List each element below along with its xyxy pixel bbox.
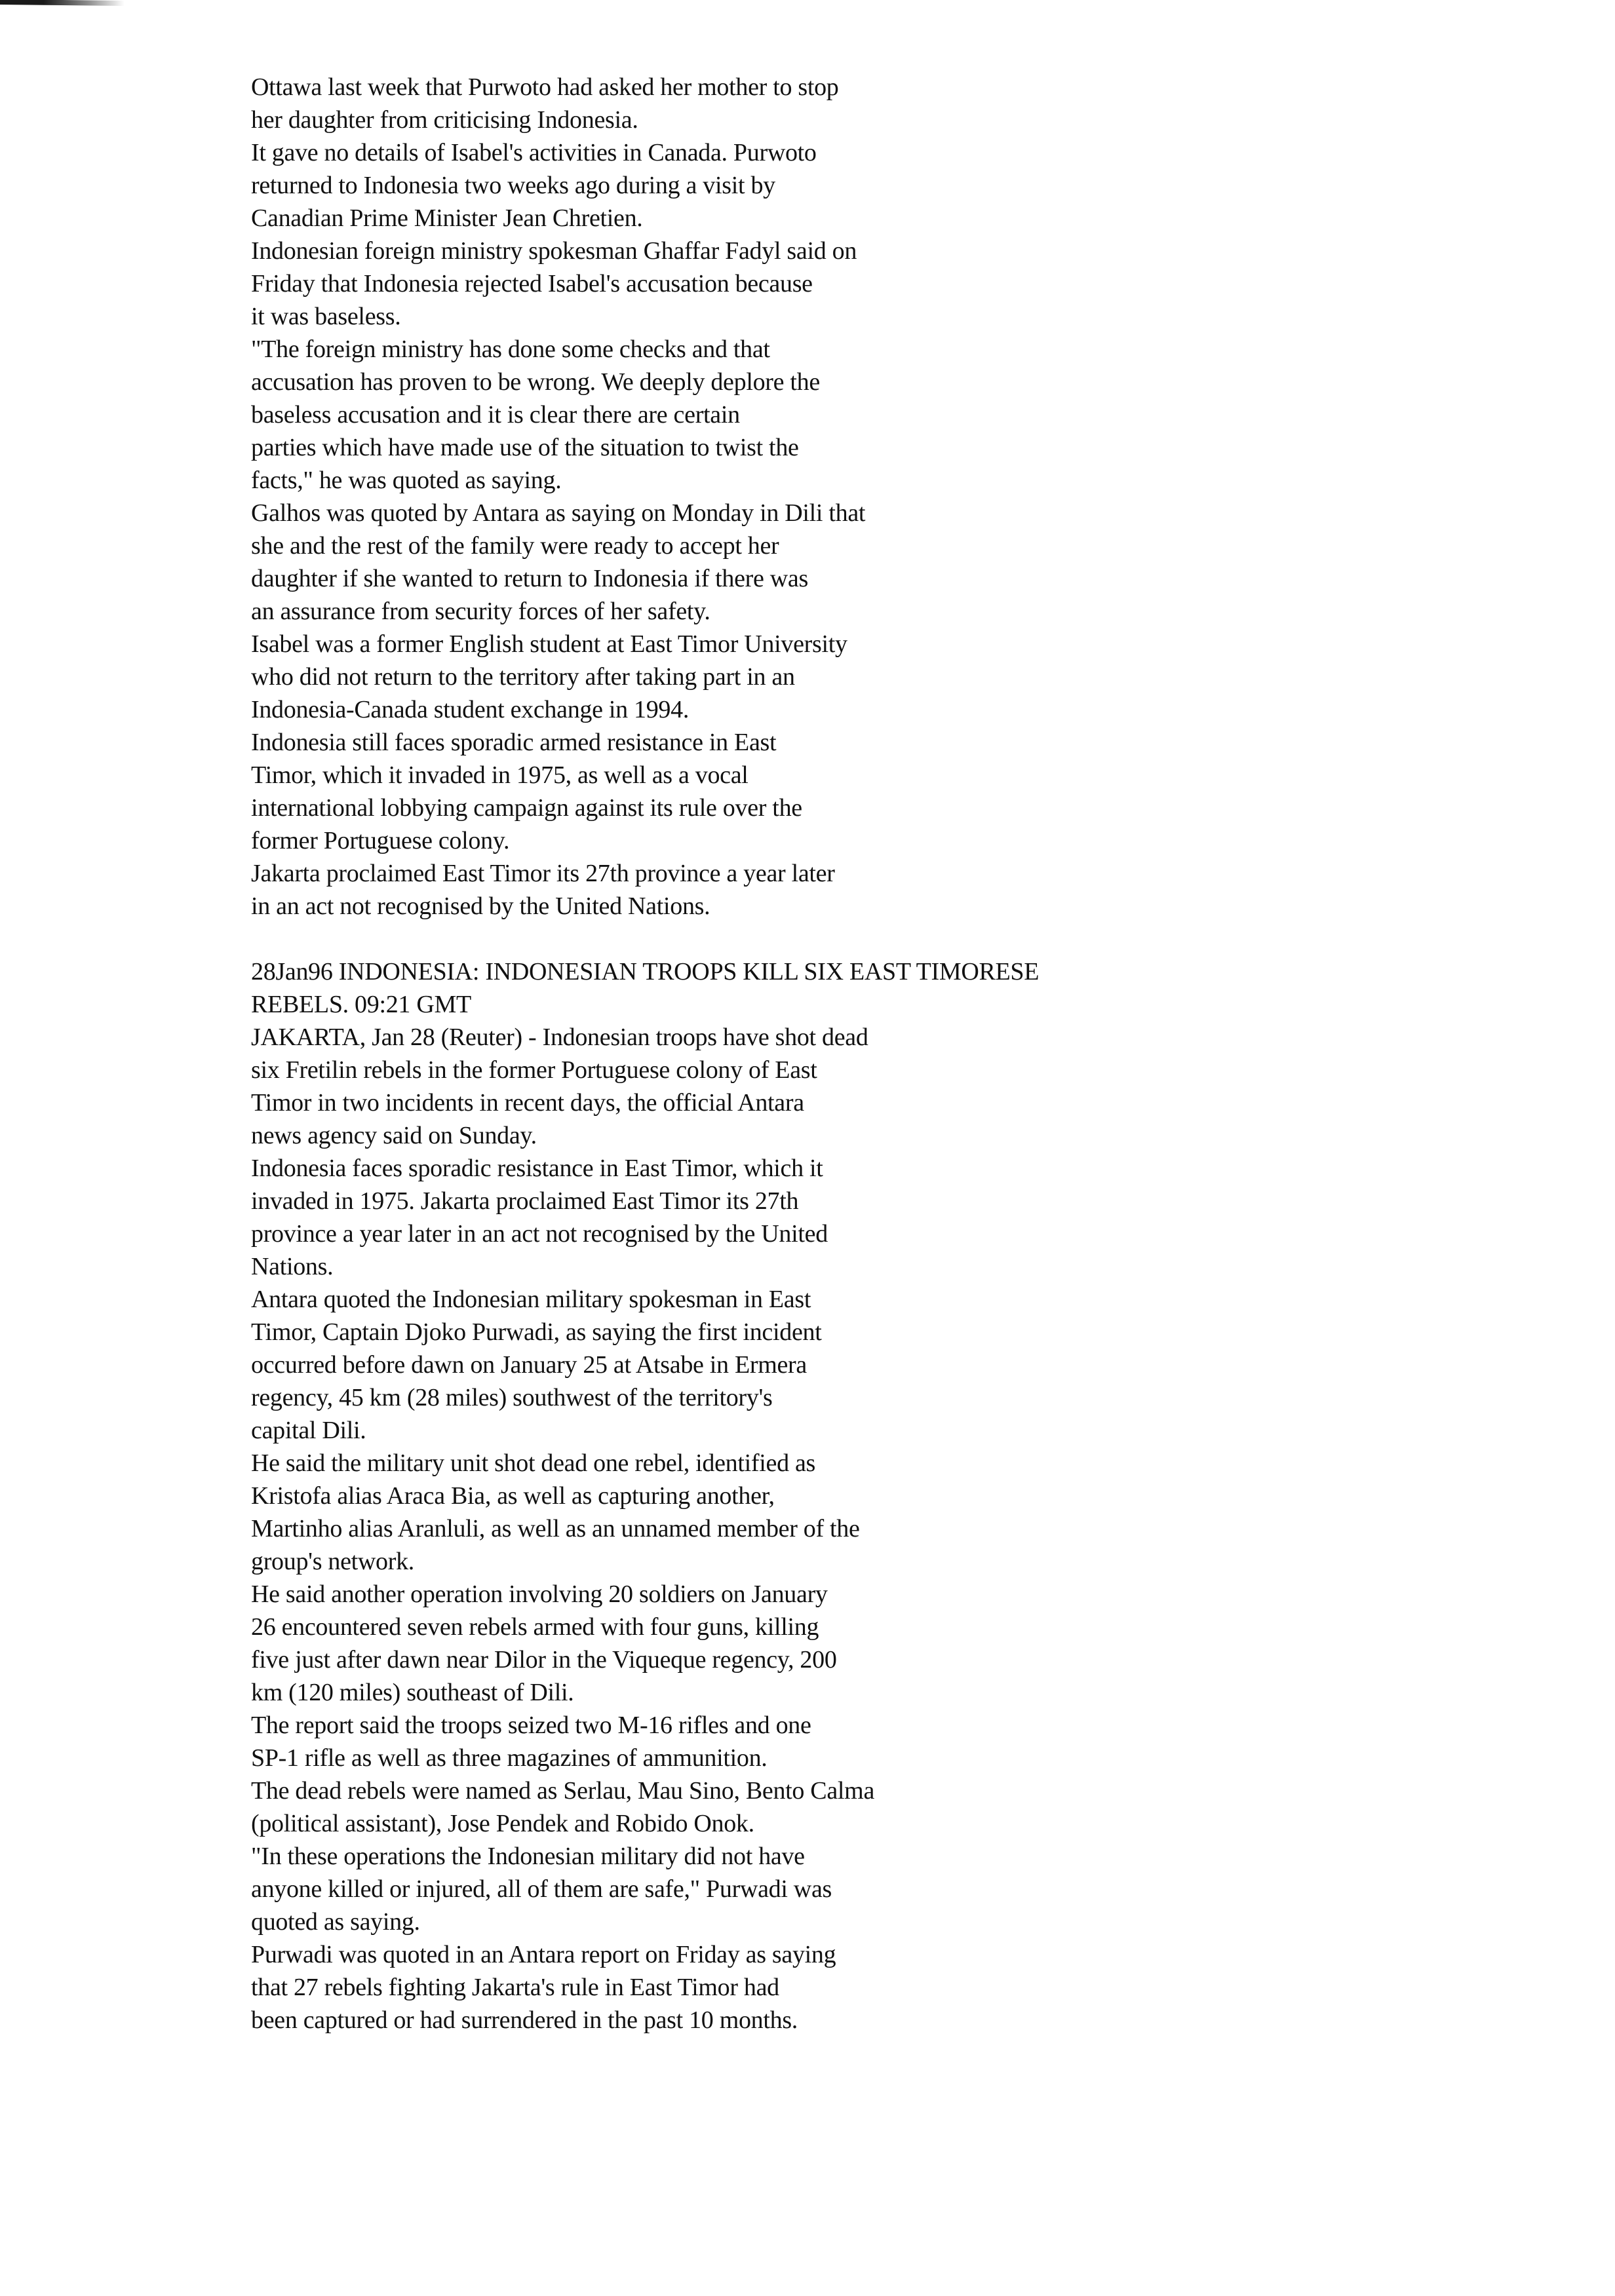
- text-line: an assurance from security forces of her safety.: [251, 598, 710, 625]
- text-line: quoted as saying.: [251, 1908, 420, 1936]
- text-line: 26 encountered seven rebels armed with four guns, killing: [251, 1613, 819, 1641]
- text-line: international lobbying campaign against its rule over the: [251, 794, 802, 822]
- text-line: Indonesia faces sporadic resistance in East Timor, which it: [251, 1155, 823, 1182]
- text-line: occurred before dawn on January 25 at Atsabe in Ermera: [251, 1351, 807, 1379]
- headline-line: REBELS. 09:21 GMT: [251, 991, 471, 1018]
- text-line: daughter if she wanted to return to Indonesia if there was: [251, 565, 808, 592]
- text-line: facts," he was quoted as saying.: [251, 467, 562, 494]
- scan-edge-mark: [0, 0, 125, 6]
- text-line: (political assistant), Jose Pendek and Robido Onok.: [251, 1810, 754, 1837]
- text-line: km (120 miles) southeast of Dili.: [251, 1679, 574, 1706]
- text-line: Kristofa alias Araca Bia, as well as capturing another,: [251, 1482, 775, 1510]
- text-line: Jakarta proclaimed East Timor its 27th province a year later: [251, 860, 835, 887]
- article-separator: [251, 923, 1562, 955]
- text-line: former Portuguese colony.: [251, 827, 510, 854]
- text-line: Canadian Prime Minister Jean Chretien.: [251, 204, 643, 232]
- text-line: "The foreign ministry has done some checks and that: [251, 335, 770, 363]
- text-line: Isabel was a former English student at East Timor University: [251, 630, 847, 658]
- text-line: The report said the troops seized two M-16 rifles and one: [251, 1712, 811, 1739]
- article-continued-text: [251, 71, 1562, 923]
- text-line: SP-1 rifle as well as three magazines of ammunition.: [251, 1744, 768, 1772]
- text-line: invaded in 1975. Jakarta proclaimed East Timor its 27th: [251, 1187, 799, 1215]
- text-line: parties which have made use of the situation to twist the: [251, 434, 799, 461]
- text-line: who did not return to the territory after taking part in an: [251, 663, 795, 691]
- text-line: she and the rest of the family were ready to accept her: [251, 532, 779, 560]
- text-line: returned to Indonesia two weeks ago during a visit by: [251, 172, 775, 199]
- text-line: province a year later in an act not recognised by the United: [251, 1220, 828, 1248]
- text-line: Indonesia-Canada student exchange in 1994.: [251, 696, 690, 723]
- text-line: that 27 rebels fighting Jakarta's rule in East Timor had: [251, 1974, 779, 2001]
- document-page: [251, 71, 1562, 2037]
- text-line: Ottawa last week that Purwoto had asked her mother to stop: [251, 73, 839, 101]
- text-line: Galhos was quoted by Antara as saying on Monday in Dili that: [251, 499, 866, 527]
- text-line: accusation has proven to be wrong. We deeply deplore the: [251, 368, 820, 396]
- text-line: her daughter from criticising Indonesia.: [251, 106, 638, 134]
- text-line: "In these operations the Indonesian military did not have: [251, 1843, 805, 1870]
- article-headline: [251, 955, 1562, 1021]
- text-line: in an act not recognised by the United Nations.: [251, 892, 710, 920]
- text-line: Timor, which it invaded in 1975, as well as a vocal: [251, 761, 749, 789]
- text-line: It gave no details of Isabel's activities in Canada. Purwoto: [251, 139, 817, 166]
- text-line: Indonesian foreign ministry spokesman Ghaffar Fadyl said on: [251, 237, 857, 265]
- text-line: Friday that Indonesia rejected Isabel's accusation because: [251, 270, 813, 297]
- text-line: Purwadi was quoted in an Antara report on Friday as saying: [251, 1941, 836, 1968]
- text-line: Timor, Captain Djoko Purwadi, as saying the first incident: [251, 1318, 822, 1346]
- article-body: [251, 1021, 1562, 2037]
- text-line: JAKARTA, Jan 28 (Reuter) - Indonesian troops have shot dead: [251, 1024, 868, 1051]
- text-line: capital Dili.: [251, 1417, 366, 1444]
- text-line: Martinho alias Aranluli, as well as an unnamed member of the: [251, 1515, 860, 1542]
- text-line: The dead rebels were named as Serlau, Mau Sino, Bento Calma: [251, 1777, 875, 1805]
- text-line: been captured or had surrendered in the past 10 months.: [251, 2006, 798, 2034]
- text-line: group's network.: [251, 1548, 415, 1575]
- text-line: Timor in two incidents in recent days, the official Antara: [251, 1089, 804, 1117]
- text-line: He said another operation involving 20 soldiers on January: [251, 1580, 828, 1608]
- text-line: six Fretilin rebels in the former Portuguese colony of East: [251, 1056, 817, 1084]
- text-line: anyone killed or injured, all of them are safe," Purwadi was: [251, 1875, 832, 1903]
- text-line: regency, 45 km (28 miles) southwest of the territory's: [251, 1384, 773, 1411]
- text-line: Indonesia still faces sporadic armed resistance in East: [251, 729, 777, 756]
- text-line: Nations.: [251, 1253, 334, 1280]
- text-line: five just after dawn near Dilor in the Viqueque regency, 200: [251, 1646, 837, 1674]
- text-line: news agency said on Sunday.: [251, 1122, 537, 1149]
- text-line: it was baseless.: [251, 303, 401, 330]
- text-line: baseless accusation and it is clear there are certain: [251, 401, 740, 429]
- text-line: Antara quoted the Indonesian military spokesman in East: [251, 1286, 811, 1313]
- headline-line: 28Jan96 INDONESIA: INDONESIAN TROOPS KILL SIX EAST TIMORESE: [251, 958, 1040, 985]
- text-line: He said the military unit shot dead one rebel, identified as: [251, 1449, 816, 1477]
